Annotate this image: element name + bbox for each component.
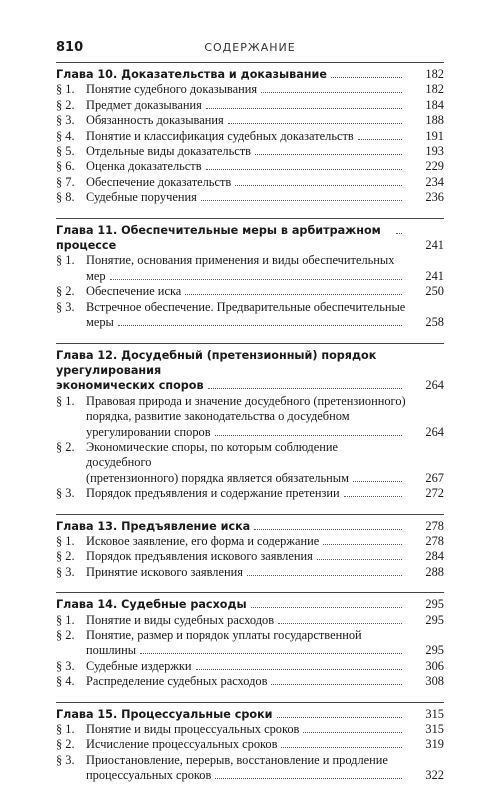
dot-leader [201,200,402,201]
section-title-text: Судебные поручения [86,190,197,205]
section-page-number: 295 [425,643,444,658]
section-title-text: меры [86,315,114,330]
section-title-text: Распределение судебных расходов [86,674,268,689]
section-title-text: Порядок предъявления и содержание претензии [86,486,340,501]
section-title-text: Обеспечение доказательств [86,174,232,189]
section-line [56,409,444,424]
dot-leader [185,294,402,295]
section-title-text: Порядок предъявления искового заявления [86,549,313,564]
section-number: § 1. [56,533,75,548]
chapter-block [56,62,444,206]
chapter-page-number: 315 [425,706,444,721]
section-line [56,113,444,128]
chapter-title-text: Глава 14. Судебные расходы [56,598,247,612]
dot-leader [208,388,402,389]
section-page-number: 322 [425,768,444,783]
section-number: § 2. [56,737,75,752]
section-line [56,737,444,752]
section-page-number: 264 [425,424,444,439]
section-page-number: 184 [425,97,444,112]
section-page-number: 308 [425,674,444,689]
section-number: § 3. [56,658,75,673]
dot-leader [118,325,402,326]
section-number: § 1. [56,82,75,97]
section-number: § 1. [56,253,75,268]
section-page-number: 319 [425,737,444,752]
section-line [56,643,444,658]
section-line [56,144,444,159]
section-title-text: Обеспечение иска [86,284,182,299]
section-line [56,534,444,549]
chapter-block [56,218,444,331]
chapter-title-line [56,223,444,254]
dot-leader [323,544,402,545]
section-line [56,300,444,315]
section-line [56,722,444,737]
section-line [56,253,444,268]
section-title-text: пошлины [86,643,137,658]
section-title-text: Приостановление, перерыв, восстановление и продление [86,752,388,767]
section-line [56,175,444,190]
section-title-text: Предмет доказывания [86,97,202,112]
page-header [56,40,444,58]
section-line [56,159,444,174]
dot-leader [247,575,402,576]
section-page-number: 284 [425,549,444,564]
dot-leader [271,684,402,685]
section-title-text: Понятие и виды процессуальных сроков [86,722,300,737]
section-number: § 4. [56,128,75,143]
section-title-text: Понятие, основания применения и виды обеспечительных [86,253,395,268]
section-page-number: 272 [425,486,444,501]
section-title-text: Принятие искового заявления [86,564,243,579]
dot-leader [303,732,402,733]
section-number: § 6. [56,159,75,174]
dot-leader [261,92,402,93]
section-title-text: Понятие судебного доказывания [86,82,258,97]
chapter-title-text: Глава 15. Процессуальные сроки [56,707,273,721]
section-line [56,565,444,580]
section-number: § 2. [56,628,75,642]
chapter-page-number: 264 [425,378,444,393]
section-page-number: 229 [425,159,444,174]
section-number: § 1. [56,612,75,627]
section-page-number: 278 [425,533,444,548]
section-number: § 1. [56,393,75,408]
section-line [56,315,444,330]
dot-leader [110,279,402,280]
chapter-title-line [56,348,444,379]
section-number: § 2. [56,439,75,454]
section-line [56,98,444,113]
section-page-number: 295 [425,612,444,627]
dot-leader [228,123,402,124]
dot-leader [206,108,402,109]
dot-leader [396,233,402,234]
dot-leader [358,139,402,140]
section-page-number: 188 [425,113,444,128]
chapter-title-text: Глава 10. Доказательства и доказывание [56,68,327,81]
section-line [56,486,444,501]
chapter-title-text: Глава 13. Предъявление иска [56,519,251,533]
section-line [56,394,444,409]
section-number: § 7. [56,174,75,189]
section-page-number: 236 [425,190,444,205]
dot-leader [353,481,402,482]
chapter-page-number: 182 [425,67,444,81]
section-line [56,471,444,486]
dot-leader [235,185,402,186]
chapter-page-number: 278 [425,518,444,533]
page-number: 810 [56,40,84,55]
chapter-block [56,343,444,502]
chapter-title-line [56,67,444,82]
section-line [56,284,444,299]
dot-leader [277,717,402,718]
chapter-block [56,514,444,581]
chapter-title-line [56,707,444,722]
section-page-number: 193 [425,144,444,159]
chapter-title-text: Глава 11. Обеспечительные меры в арбитражном процессе [56,223,381,253]
dot-leader [140,653,402,654]
section-line [56,753,444,768]
section-title-text: процессуальных сроков [86,768,212,783]
chapter-title-line [56,378,444,393]
section-page-number: 182 [425,82,444,97]
dot-leader [278,623,402,624]
section-line [56,549,444,564]
section-title-text: Правовая природа и значение досудебного (претензионного) [86,393,406,408]
section-number: § 4. [56,674,75,689]
running-head: СОДЕРЖАНИЕ [204,41,296,54]
chapter-page-number: 241 [425,238,444,253]
dot-leader [344,496,402,497]
section-title-text: порядка, развитие законодательства о досудебном [86,409,350,424]
section-line [56,190,444,205]
section-number: § 3. [56,113,75,128]
section-number: § 8. [56,190,75,205]
section-title-text: (претензионного) порядка является обязательным [86,470,349,485]
dot-leader [281,747,402,748]
dot-leader [215,778,402,779]
section-title-text: Обязанность доказывания [86,113,224,128]
section-line [56,440,444,471]
section-number: § 1. [56,722,75,737]
chapter-page-number: 295 [425,597,444,612]
dot-leader [215,435,402,436]
chapter-title-line [56,519,444,534]
section-number: § 3. [56,486,75,501]
table-of-contents [56,62,444,796]
section-title-text: Исковое заявление, его форма и содержание [86,533,320,548]
chapter-title-text: Глава 12. Досудебный (претензионный) порядок урегулирования [56,348,377,377]
section-line [56,674,444,689]
section-page-number: 288 [425,564,444,579]
chapter-block [56,592,444,689]
section-page-number: 306 [425,658,444,673]
dot-leader [196,669,402,670]
section-line [56,628,444,643]
section-title-text: Судебные издержки [86,658,192,673]
section-title-text: урегулировании споров [86,424,211,439]
section-page-number: 258 [425,315,444,330]
section-line [56,659,444,674]
section-title-text: Понятие и классификация судебных доказательств [86,128,354,143]
section-line [56,82,444,97]
section-line [56,613,444,628]
section-page-number: 250 [425,284,444,299]
section-page-number: 267 [425,470,444,485]
dot-leader [254,529,402,530]
section-number: § 2. [56,97,75,112]
dot-leader [317,559,402,560]
chapter-title-text: экономических споров [56,379,204,393]
section-title-text: Отдельные виды доказательств [86,144,252,159]
chapter-title-line [56,597,444,612]
section-number: § 3. [56,299,75,314]
section-page-number: 234 [425,174,444,189]
section-line [56,425,444,440]
section-number: § 3. [56,752,75,767]
section-title-text: Понятие и виды судебных расходов [86,612,275,627]
section-line [56,269,444,284]
section-page-number: 315 [425,722,444,737]
section-number: § 2. [56,284,75,299]
dot-leader [251,607,402,608]
section-page-number: 191 [425,128,444,143]
section-line [56,129,444,144]
section-number: § 2. [56,549,75,564]
chapter-block [56,702,444,784]
section-page-number: 241 [425,268,444,283]
section-title-text: Встречное обеспечение. Предварительные обеспечительные [86,299,406,314]
section-title-text: мер [86,268,106,283]
section-title-text: Понятие, размер и порядок уплаты государственной [86,628,362,642]
dot-leader [331,77,402,78]
dot-leader [206,169,402,170]
section-title-text: Исчисление процессуальных сроков [86,737,278,752]
section-number: § 5. [56,144,75,159]
section-line [56,768,444,783]
section-number: § 3. [56,564,75,579]
dot-leader [255,154,402,155]
section-title-text: Оценка доказательств [86,159,202,174]
section-title-text: Экономические споры, по которым соблюдение досудебного [86,439,338,470]
